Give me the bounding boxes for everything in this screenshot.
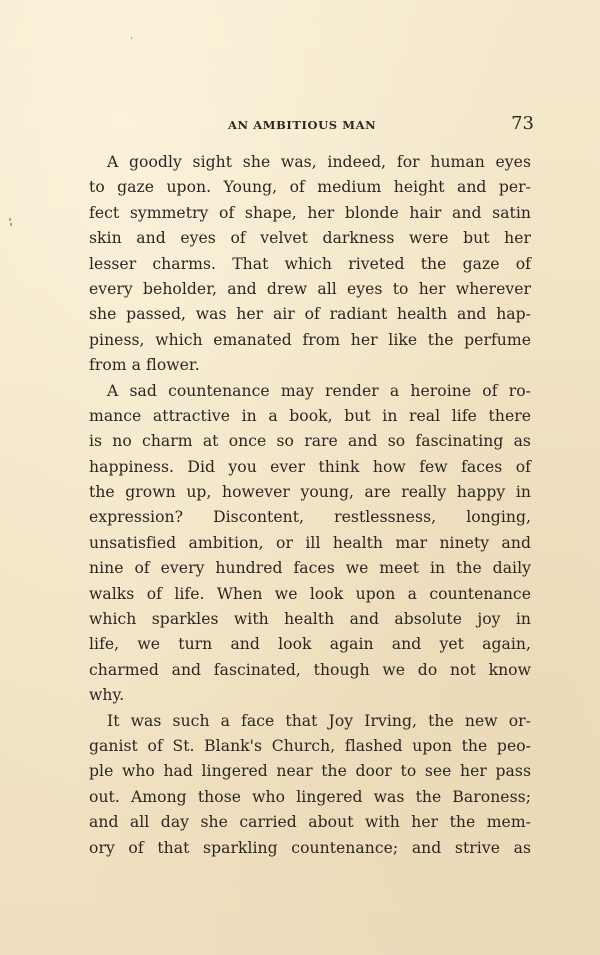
text-line: every beholder, and drew all eyes to her wherever: [89, 279, 531, 298]
paper-speck: [10, 223, 12, 226]
text-line: is no charm at once so rare and so fascinating as: [89, 432, 531, 451]
text-line: ganist of St. Blank's Church, flashed upon the peo-: [89, 736, 531, 755]
body-text: [89, 150, 531, 861]
text-line: to gaze upon. Young, of medium height and per-: [89, 178, 531, 197]
text-line: ple who had lingered near the door to see her pass: [89, 762, 531, 781]
text-line: walks of life. When we look upon a countenance: [89, 584, 531, 603]
paper-speck: [131, 37, 132, 39]
text-line: why.: [89, 686, 125, 705]
text-line: charmed and fascinated, though we do not know: [89, 660, 531, 679]
text-line: skin and eyes of velvet darkness were but her: [89, 229, 531, 248]
running-title: AN AMBITIOUS MAN: [228, 118, 377, 132]
paragraph: [89, 379, 531, 709]
text-line: expression? Discontent, restlessness, longing,: [89, 508, 531, 527]
text-line: lesser charms. That which riveted the gaze of: [89, 254, 531, 273]
text-line: fect symmetry of shape, her blonde hair and satin: [89, 203, 531, 222]
text-line: nine of every hundred faces we meet in the daily: [89, 559, 531, 578]
text-line: A sad countenance may render a heroine of ro-: [107, 381, 531, 400]
paper-speck: [9, 218, 11, 221]
text-line: happiness. Did you ever think how few faces of: [89, 457, 531, 476]
text-line: A goodly sight she was, indeed, for human eyes: [107, 153, 531, 171]
text-line: from a flower.: [89, 356, 200, 375]
text-line: which sparkles with health and absolute joy in: [89, 610, 531, 629]
paragraph: [89, 150, 531, 379]
text-line: It was such a face that Joy Irving, the new or-: [107, 711, 531, 730]
text-line: piness, which emanated from her like the perfume: [89, 330, 531, 349]
text-line: she passed, was her air of radiant health and hap-: [89, 305, 531, 324]
page-number: 73: [511, 113, 534, 134]
text-line: unsatisfied ambition, or ill health mar ninety and: [89, 533, 531, 552]
text-line: life, we turn and look again and yet again,: [89, 635, 531, 654]
text-line: mance attractive in a book, but in real life there: [89, 406, 531, 425]
text-line: out. Among those who lingered was the Baroness;: [89, 787, 531, 806]
text-line: and all day she carried about with her the mem-: [89, 813, 531, 832]
paragraph: [89, 709, 531, 861]
running-head: [228, 113, 534, 137]
text-line: the grown up, however young, are really happy in: [89, 483, 531, 502]
text-line: ory of that sparkling countenance; and strive as: [89, 838, 531, 857]
